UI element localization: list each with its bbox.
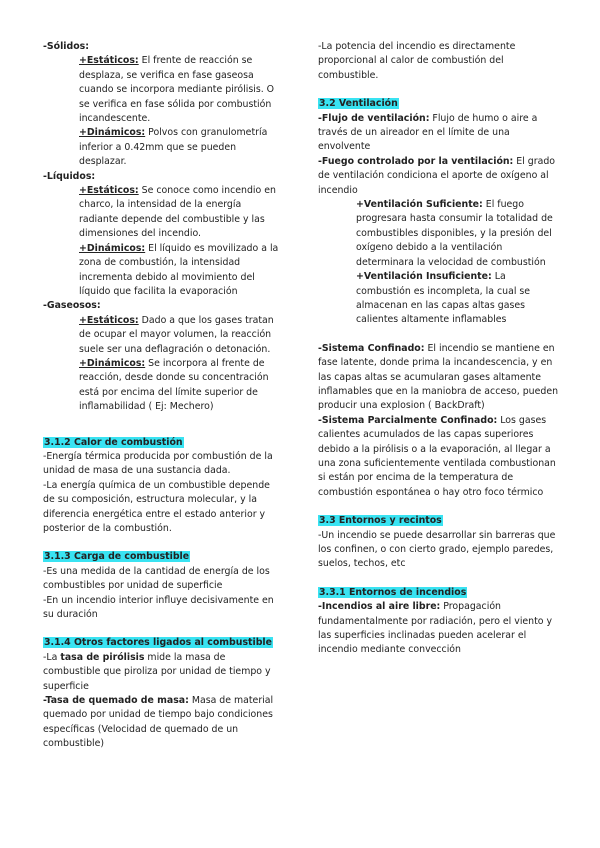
section-3-1-2-title: 3.1.2 Calor de combustión xyxy=(44,436,183,448)
solidos-dinamicos: +Dinámicos: Polvos con granulometría inferior a 0.42mm que se pueden desplazar. xyxy=(79,127,268,168)
section-3-1-2-p1: -Energía térmica producida por combustión de la unidad de masa de una sustancia dada. xyxy=(43,450,273,477)
section-3-3-title: 3.3 Entornos y recintos xyxy=(319,515,442,527)
gaseosos-dinamicos: +Dinámicos: Se incorpora al frente de reacción, desde donde su concentración está por encima del límite superior de inflamabilidad ( Ej: Mechero) xyxy=(79,357,269,413)
section-3-3-p1: -Un incendio se puede desarrollar sin barreras que los confinen, o con cierto grado, ejemplo paredes, suelos, techos, etc xyxy=(318,529,556,570)
left-column xyxy=(43,40,283,752)
incendios-aire-libre: -Incendios al aire libre: Propagación fundamentalmente por radiación, pero el viento y las superficies inclinadas pueden acelerar el incendio mediante convección xyxy=(318,601,553,656)
section-3-1-2-p2: -La energía química de un combustible depende de su composición, estructura molecular, y la diferencia energética entre el estado anterior y posterior de la combustión. xyxy=(43,479,270,534)
liquidos-heading: -Líquidos: xyxy=(43,170,96,182)
liquidos-dinamicos: +Dinámicos: El líquido es movilizado a la zona de combustión, la intensidad incrementa debido al movimiento del líquido que facilita la evaporación xyxy=(79,242,279,297)
flujo-ventilacion: -Flujo de ventilación: Flujo de humo o aire a través de un aireador en el límite de una envolvente xyxy=(318,112,538,153)
gaseosos-estaticos: +Estáticos: Dado a que los gases tratan de ocupar el mayor volumen, la reacción suele ser una deflagración o detonación. xyxy=(79,314,274,355)
right-column xyxy=(318,40,560,658)
section-3-1-3-p2: -En un incendio interior influye decisivamente en su duración xyxy=(43,594,274,621)
solidos-heading: -Sólidos: xyxy=(43,41,89,52)
section-3-2-title: 3.2 Ventilación xyxy=(319,98,398,110)
ventilacion-suficiente: +Ventilación Suficiente: El fuego progresara hasta consumir la totalidad de combustibles disponibles, y la presión del oxígeno debido a la ventilación determinara la velocidad de combustión xyxy=(356,199,553,268)
sistema-confinado: -Sistema Confinado: El incendio se mantiene en fase latente, donde prima la incandescencia, y en las capas altas se acumularan gases altamente inflamables que en la maniobra de acceso, pueden producir una explosion ( BackDraft) xyxy=(318,342,559,412)
section-3-1-4-p1: -La tasa de pirólisis mide la masa de combustible que piroliza por unidad de tiempo y superficie xyxy=(43,651,271,692)
section-3-1-3-title: 3.1.3 Carga de combustible xyxy=(44,551,190,563)
section-3-1-4-p2: -Tasa de quemado de masa: Masa de material quemado por unidad de tiempo bajo condiciones específicas (Velocidad de quemado de un combustible) xyxy=(43,695,274,750)
intro-paragraph: -La potencia del incendio es directamente proporcional al calor de combustión del combustible. xyxy=(318,41,516,81)
section-3-1-3-p1: -Es una medida de la cantidad de energía de los combustibles por unidad de superficie xyxy=(43,565,270,592)
section-3-3-1-title: 3.3.1 Entornos de incendios xyxy=(319,586,467,598)
fuego-controlado: -Fuego controlado por la ventilación: El grado de ventilación condiciona el aporte de oxígeno al incendio xyxy=(318,155,556,196)
solidos-estaticos: +Estáticos: El frente de reacción se desplaza, se verifica en fase gaseosa cuando se incorpora mediante pirólisis. O se verifica en fase sólida por combustión incandescente. xyxy=(79,55,275,125)
ventilacion-insuficiente: +Ventilación Insuficiente: La combustión es incompleta, la cual se almacenan en las capas altas gases calientes altamente inflamables xyxy=(356,271,531,326)
liquidos-estaticos: +Estáticos: Se conoce como incendio en charco, la intensidad de la energía radiante depende del combustible y las dimensiones del incendio. xyxy=(79,185,276,240)
gaseosos-heading: -Gaseosos: xyxy=(43,300,101,312)
section-3-1-4-title: 3.1.4 Otros factores ligados al combustible xyxy=(44,637,272,649)
sistema-parcialmente-confinado: -Sistema Parcialmente Confinado: Los gases calientes acumulados de las capas superiores debido a la pirólisis o a la evaporación, al llegar a una zona suficientemente ventilada combustionan si están por encima de la temperatura de combustión espontánea o hay otro foco térmico xyxy=(318,414,556,498)
